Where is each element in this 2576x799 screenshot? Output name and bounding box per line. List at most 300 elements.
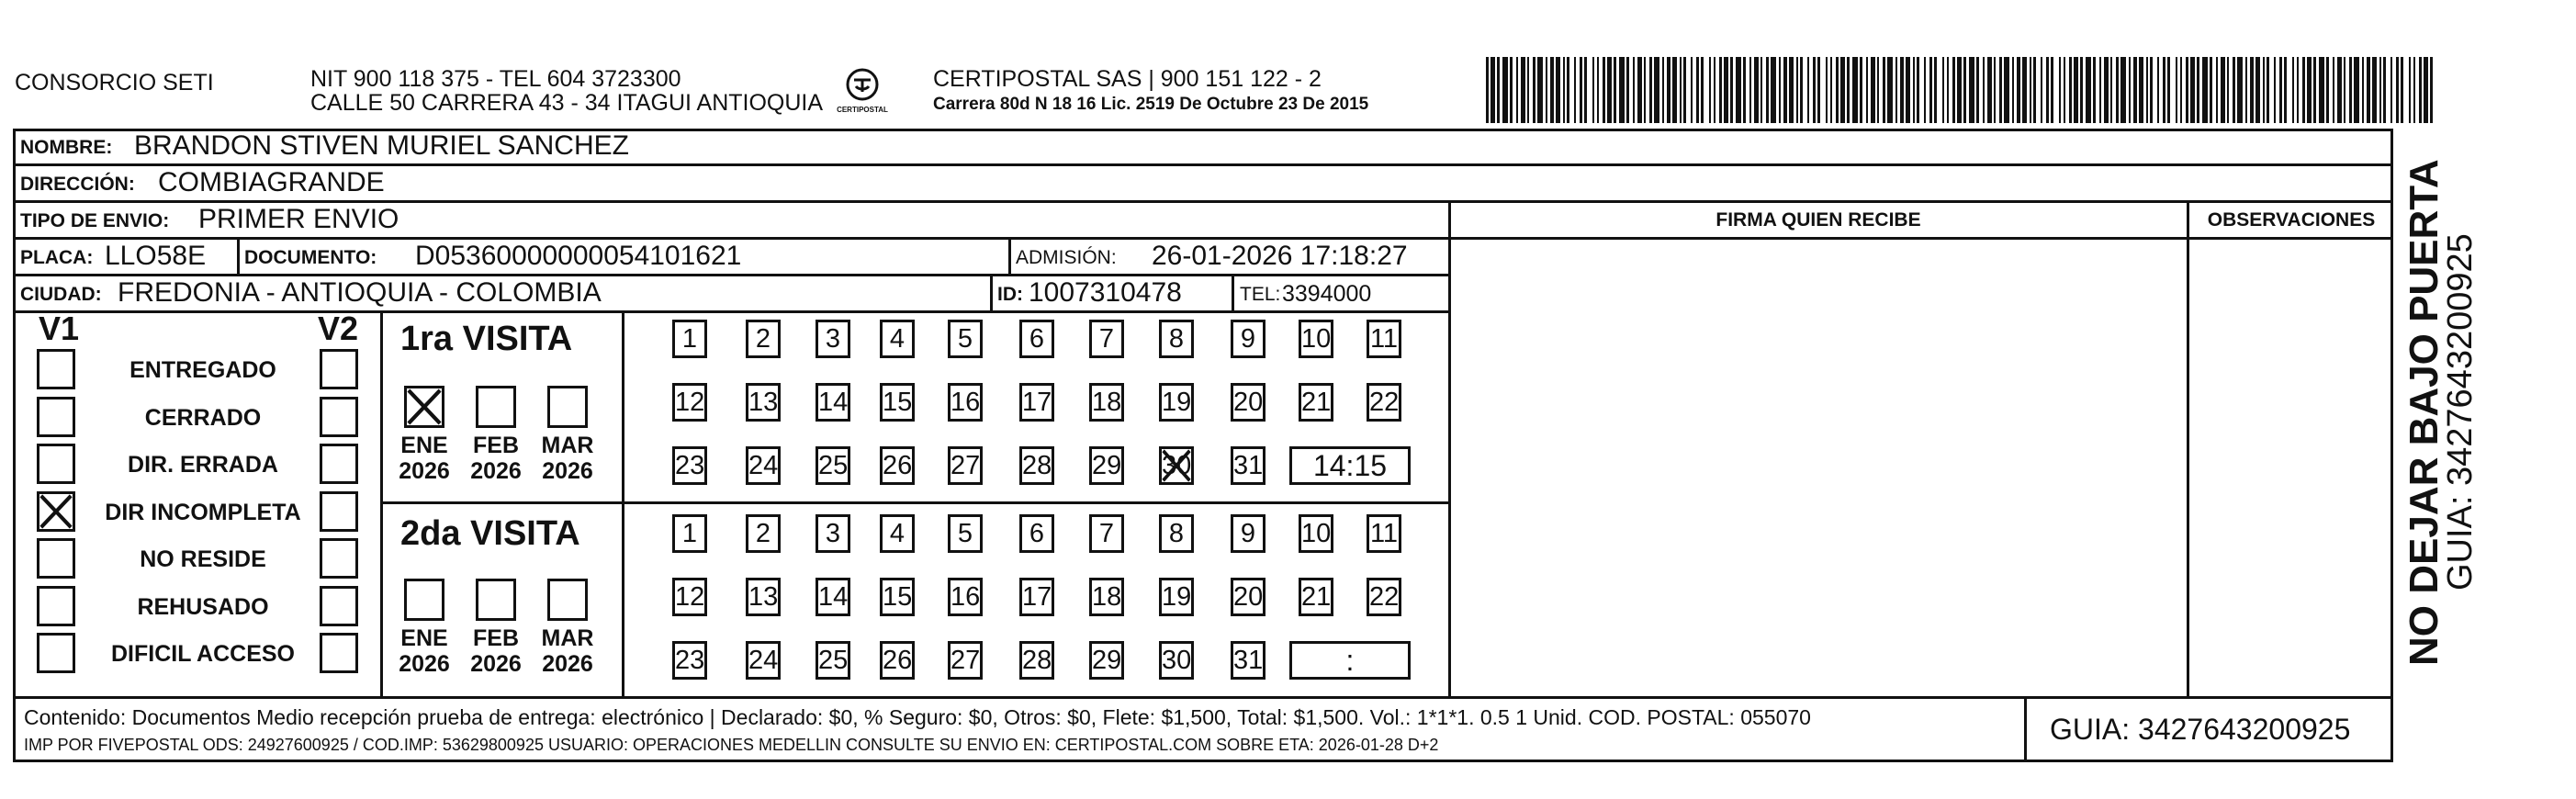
barcode-bar <box>1502 57 1508 123</box>
barcode-bar <box>1614 57 1616 123</box>
barcode-bar <box>1942 57 1944 123</box>
day-box[interactable]: 30 <box>1159 446 1194 485</box>
month-year: 2026 <box>542 458 593 484</box>
barcode-bar <box>1969 57 1974 123</box>
second-visit-title: 2da VISITA <box>400 514 580 553</box>
footer-guia: GUIA: 3427643200925 <box>2050 713 2351 746</box>
v2-checkbox[interactable] <box>320 444 358 484</box>
documento-value: D05360000000054101621 <box>415 241 742 271</box>
barcode-bar <box>1836 57 1839 123</box>
barcode-bar <box>2297 57 2299 123</box>
barcode-bar <box>1637 57 1642 123</box>
day-box[interactable]: 5 <box>948 320 983 358</box>
barcode-bar <box>1680 57 1682 123</box>
barcode-bar <box>1644 57 1646 123</box>
barcode-bar <box>1546 57 1547 123</box>
barcode-bar <box>1929 57 1932 123</box>
barcode-bar <box>1607 57 1612 123</box>
day-box[interactable]: 25 <box>816 641 850 680</box>
barcode-bar <box>1924 57 1926 123</box>
barcode-bar <box>1957 57 1962 123</box>
day-box[interactable]: 27 <box>948 641 983 680</box>
barcode-bar <box>1633 57 1635 123</box>
barcode-bar <box>1486 57 1489 123</box>
v2-checkbox[interactable] <box>320 633 358 673</box>
month-label: FEB <box>473 433 519 458</box>
day-box[interactable]: 13 <box>746 383 781 422</box>
admision-value: 26-01-2026 17:18:27 <box>1152 241 1408 271</box>
barcode-bar <box>2202 57 2208 123</box>
certipostal-logo <box>834 66 891 119</box>
day-box[interactable]: 22 <box>1367 383 1401 422</box>
barcode-bar <box>2167 57 2170 123</box>
barcode-bar <box>1691 57 1693 123</box>
day-box[interactable]: 20 <box>1231 383 1266 422</box>
barcode-bar <box>1994 57 1996 123</box>
v1-checkbox[interactable] <box>37 397 75 437</box>
barcode-bar <box>1574 57 1576 123</box>
placa-label: PLACA: <box>20 247 94 268</box>
barcode-bar <box>2099 57 2101 123</box>
day-box[interactable]: 10 <box>1299 320 1333 358</box>
address-line: CALLE 50 CARRERA 43 - 34 ITAGUI ANTIOQUIA <box>310 90 824 116</box>
barcode-bar <box>2326 57 2329 123</box>
barcode-bar <box>1840 57 1845 123</box>
day-box[interactable]: 5 <box>948 514 983 553</box>
barcode-bar <box>2333 57 2334 123</box>
day-box[interactable]: 28 <box>1019 641 1054 680</box>
day-box[interactable]: 31 <box>1231 446 1266 485</box>
status-label: NO RESIDE <box>140 546 266 572</box>
barcode-bar <box>1817 57 1820 123</box>
month-checkbox[interactable] <box>547 579 588 621</box>
month-year: 2026 <box>470 458 522 484</box>
barcode-bar <box>1592 57 1594 123</box>
barcode-bar <box>1490 57 1495 123</box>
barcode-bar <box>1987 57 1992 123</box>
barcode-bar <box>1724 57 1728 123</box>
v2-checkbox[interactable] <box>320 397 358 437</box>
barcode-bar <box>2221 57 2225 123</box>
day-box[interactable]: 31 <box>1231 641 1266 680</box>
barcode-bar <box>1826 57 1828 123</box>
barcode-bar <box>1976 57 1979 123</box>
barcode-bar <box>2176 57 2177 123</box>
documento-label: DOCUMENTO: <box>244 247 377 268</box>
barcode-bar <box>2104 57 2109 123</box>
day-box[interactable]: 16 <box>948 383 983 422</box>
barcode-bar <box>2354 57 2359 123</box>
observaciones-label: OBSERVACIONES <box>2207 209 2376 231</box>
barcode-bar <box>1672 57 1677 123</box>
admision-label: ADMISIÓN: <box>1016 247 1117 268</box>
barcode-bar <box>1860 57 1862 123</box>
day-box[interactable]: 15 <box>880 383 915 422</box>
barcode-bar <box>2372 57 2377 123</box>
firma-label: FIRMA QUIEN RECIBE <box>1715 209 1921 231</box>
barcode-bar <box>1866 57 1868 123</box>
status-label: DIR INCOMPLETA <box>105 499 301 525</box>
day-box[interactable]: 19 <box>1159 578 1194 616</box>
barcode-bar <box>1917 57 1919 123</box>
day-box[interactable]: 9 <box>1231 320 1266 358</box>
barcode-bar <box>2379 57 2381 123</box>
month-label: MAR <box>541 625 594 651</box>
barcode-bar <box>1934 57 1937 123</box>
barcode-bar <box>1714 57 1715 123</box>
first-visit-title: 1ra VISITA <box>400 320 573 358</box>
id-value: 1007310478 <box>1029 277 1182 308</box>
barcode-bar <box>1597 57 1599 123</box>
day-box[interactable]: 2 <box>746 514 781 553</box>
v2-label: V2 <box>318 309 359 347</box>
barcode-bar <box>2051 57 2053 123</box>
barcode-bar <box>1766 57 1769 123</box>
barcode-bar <box>2150 57 2153 123</box>
barcode-bar <box>1900 57 1904 123</box>
barcode-bar <box>2017 57 2020 123</box>
barcode-bar <box>1754 57 1759 123</box>
barcode-bar <box>2046 57 2049 123</box>
barcode-bar <box>2302 57 2305 123</box>
barcode-bar <box>2344 57 2345 123</box>
barcode-bar <box>1999 57 2002 123</box>
barcode-bar <box>1683 57 1686 123</box>
status-label: DIR. ERRADA <box>128 452 278 478</box>
barcode-bar <box>1871 57 1875 123</box>
nombre-value: BRANDON STIVEN MURIEL SANCHEZ <box>134 130 629 161</box>
barcode-bar <box>2210 57 2212 123</box>
status-label: DIFICIL ACCESO <box>110 641 295 667</box>
barcode-bar <box>1771 57 1776 123</box>
day-box[interactable]: 18 <box>1089 383 1124 422</box>
v1-checkbox[interactable] <box>37 444 75 484</box>
side-warning: NO DEJAR BAJO PUERTA <box>2402 159 2447 666</box>
barcode-bar <box>2004 57 2009 123</box>
barcode-bar <box>2216 57 2218 123</box>
month-year: 2026 <box>542 651 593 677</box>
barcode-bar <box>2383 57 2386 123</box>
v2-checkbox[interactable] <box>320 349 358 389</box>
month-label: ENE <box>400 625 448 651</box>
company-name: CONSORCIO SETI <box>15 70 214 96</box>
nit-line: NIT 900 118 375 - TEL 604 3723300 <box>310 66 681 92</box>
barcode-bar <box>1662 57 1664 123</box>
month-checkbox[interactable] <box>404 579 444 621</box>
barcode-bar <box>1887 57 1893 123</box>
barcode-bar <box>1603 57 1605 123</box>
month-checkbox[interactable] <box>404 386 444 428</box>
barcode-bar <box>1584 57 1587 123</box>
barcode-bar <box>1852 57 1858 123</box>
barcode-bar <box>2401 57 2403 123</box>
v2-checkbox[interactable] <box>320 538 358 579</box>
barcode-bar <box>2284 57 2287 123</box>
v2-checkbox[interactable] <box>320 586 358 626</box>
day-box[interactable]: 7 <box>1089 514 1124 553</box>
day-box[interactable]: 2 <box>746 320 781 358</box>
day-box[interactable]: 15 <box>880 578 915 616</box>
barcode-bar <box>2227 57 2229 123</box>
barcode-bar <box>2064 57 2065 123</box>
barcode-bar <box>1877 57 1879 123</box>
barcode-bar <box>1800 57 1803 123</box>
day-box[interactable]: 1 <box>672 320 707 358</box>
day-box[interactable]: 29 <box>1089 446 1124 485</box>
barcode <box>1486 57 2435 123</box>
day-box[interactable]: 29 <box>1089 641 1124 680</box>
barcode-bar <box>2279 57 2282 123</box>
barcode-bar <box>1730 57 1733 123</box>
day-box[interactable]: 8 <box>1159 320 1194 358</box>
ciudad-value: FREDONIA - ANTIOQUIA - COLOMBIA <box>118 277 602 308</box>
day-box[interactable]: 4 <box>880 320 915 358</box>
barcode-bar <box>2163 57 2165 123</box>
placa-value: LLO58E <box>105 241 207 271</box>
day-box[interactable]: 17 <box>1019 383 1054 422</box>
barcode-bar <box>1760 57 1762 123</box>
barcode-bar <box>1743 57 1746 123</box>
barcode-bar <box>1947 57 1949 123</box>
barcode-bar <box>1563 57 1565 123</box>
time-box[interactable]: : <box>1289 641 1411 680</box>
barcode-bar <box>1649 57 1652 123</box>
barcode-bar <box>2180 57 2182 123</box>
barcode-bar <box>2362 57 2364 123</box>
barcode-bar <box>1796 57 1798 123</box>
tel-value: 3394000 <box>1282 281 1372 307</box>
barcode-bar <box>2263 57 2265 123</box>
barcode-bar <box>2129 57 2131 123</box>
v1-checkbox[interactable] <box>37 633 75 673</box>
barcode-bar <box>1906 57 1910 123</box>
barcode-bar <box>1521 57 1525 123</box>
status-label: CERRADO <box>144 404 262 431</box>
barcode-bar <box>1719 57 1722 123</box>
v1-checkbox[interactable] <box>37 586 75 626</box>
day-box[interactable]: 6 <box>1019 320 1054 358</box>
barcode-bar <box>2237 57 2243 123</box>
day-box[interactable]: 14 <box>816 578 850 616</box>
v1-checkbox[interactable] <box>37 491 75 532</box>
day-box[interactable]: 18 <box>1089 578 1124 616</box>
barcode-bar <box>1626 57 1629 123</box>
barcode-bar <box>1556 57 1560 123</box>
day-box[interactable]: 30 <box>1159 641 1194 680</box>
footer-print-line: IMP POR FIVEPOSTAL ODS: 24927600925 / COD.IMP: 53629800925 USUARIO: OPERACIONES MEDELLIN CONSULTE SU ENVIO EN: CERTIPOSTAL.COM SOBRE ETA: 2026-01-28 D+2 <box>24 736 1439 754</box>
barcode-bar <box>1619 57 1625 123</box>
month-checkbox[interactable] <box>476 386 516 428</box>
logo-text: CERTIPOSTAL <box>837 106 888 114</box>
footer-content-line: Contenido: Documentos Medio recepción prueba de entrega: electrónico | Declarado: $0, % Seguro: $0, Otros: $0, Flete: $1,500, Total: $1,500. Vol.: 1*1*1. 0.5 1 Unid. COD. POSTAL: 055070 <box>24 705 1811 729</box>
day-box[interactable]: 11 <box>1367 320 1401 358</box>
barcode-bar <box>2307 57 2312 123</box>
barcode-bar <box>1567 57 1569 123</box>
day-box[interactable]: 19 <box>1159 383 1194 422</box>
barcode-bar <box>2041 57 2042 123</box>
barcode-bar <box>2033 57 2036 123</box>
barcode-bar <box>1913 57 1915 123</box>
barcode-bar <box>1709 57 1711 123</box>
day-box[interactable]: 26 <box>880 446 915 485</box>
ciudad-label: CIUDAD: <box>20 284 102 305</box>
nombre-label: NOMBRE: <box>20 137 113 158</box>
certipostal-line1: CERTIPOSTAL SAS | 900 151 122 - 2 <box>933 66 1322 92</box>
day-box[interactable]: 12 <box>672 383 707 422</box>
barcode-bar <box>1736 57 1741 123</box>
barcode-bar <box>2313 57 2316 123</box>
v1-checkbox[interactable] <box>37 349 75 389</box>
day-box[interactable]: 27 <box>948 446 983 485</box>
side-guia: GUIA: 3427643200925 <box>2441 233 2480 591</box>
day-box[interactable]: 13 <box>746 578 781 616</box>
day-box[interactable]: 1 <box>672 514 707 553</box>
day-box[interactable]: 11 <box>1367 514 1401 553</box>
day-box[interactable]: 14 <box>816 383 850 422</box>
tel-label: TEL: <box>1240 284 1281 305</box>
day-box[interactable]: 3 <box>816 514 850 553</box>
v2-checkbox[interactable] <box>320 491 358 532</box>
day-box[interactable]: 28 <box>1019 446 1054 485</box>
day-box[interactable]: 12 <box>672 578 707 616</box>
day-box[interactable]: 17 <box>1019 578 1054 616</box>
barcode-bar <box>1883 57 1885 123</box>
barcode-bar <box>2413 57 2415 123</box>
barcode-bar <box>2197 57 2199 123</box>
day-box[interactable]: 10 <box>1299 514 1333 553</box>
barcode-bar <box>2274 57 2276 123</box>
barcode-bar <box>2116 57 2119 123</box>
day-box[interactable]: 16 <box>948 578 983 616</box>
barcode-bar <box>2419 57 2422 123</box>
barcode-bar <box>1701 57 1704 123</box>
barcode-bar <box>1654 57 1659 123</box>
status-label: ENTREGADO <box>129 357 276 383</box>
barcode-bar <box>2319 57 2324 123</box>
barcode-bar <box>2396 57 2399 123</box>
barcode-bar <box>1813 57 1816 123</box>
direccion-value: COMBIAGRANDE <box>158 167 385 197</box>
month-label: ENE <box>400 433 448 458</box>
barcode-bar <box>2430 57 2433 123</box>
status-label: REHUSADO <box>137 593 269 620</box>
day-box[interactable]: 9 <box>1231 514 1266 553</box>
barcode-bar <box>2157 57 2159 123</box>
month-year: 2026 <box>399 458 450 484</box>
barcode-bar <box>1983 57 1985 123</box>
barcode-bar <box>2190 57 2195 123</box>
day-box[interactable]: 8 <box>1159 514 1194 553</box>
barcode-bar <box>1963 57 1966 123</box>
barcode-bar <box>1550 57 1554 123</box>
barcode-bar <box>1537 57 1543 123</box>
barcode-bar <box>1533 57 1535 123</box>
barcode-bar <box>1749 57 1751 123</box>
day-box[interactable]: 26 <box>880 641 915 680</box>
day-box[interactable]: 21 <box>1299 578 1333 616</box>
barcode-bar <box>1779 57 1781 123</box>
barcode-bar <box>2250 57 2254 123</box>
barcode-bar <box>1789 57 1794 123</box>
day-box[interactable]: 25 <box>816 446 850 485</box>
day-box[interactable]: 21 <box>1299 383 1333 422</box>
month-label: MAR <box>541 433 594 458</box>
month-checkbox[interactable] <box>547 386 588 428</box>
day-box[interactable]: 24 <box>746 641 781 680</box>
v1-checkbox[interactable] <box>37 538 75 579</box>
barcode-bar <box>1952 57 1955 123</box>
barcode-bar <box>2080 57 2083 123</box>
day-box[interactable]: 6 <box>1019 514 1054 553</box>
barcode-bar <box>2337 57 2342 123</box>
id-label: ID: <box>997 284 1023 305</box>
day-box[interactable]: 3 <box>816 320 850 358</box>
tipo-envio-label: TIPO DE ENVIO: <box>20 210 170 231</box>
month-label: FEB <box>473 625 519 651</box>
day-box[interactable]: 24 <box>746 446 781 485</box>
day-cross-mark <box>1162 449 1191 482</box>
barcode-bar <box>2367 57 2370 123</box>
barcode-bar <box>1580 57 1582 123</box>
month-checkbox[interactable] <box>476 579 516 621</box>
barcode-bar <box>1527 57 1529 123</box>
barcode-bar <box>1497 57 1500 123</box>
barcode-bar <box>2424 57 2428 123</box>
barcode-bar <box>2120 57 2126 123</box>
barcode-bar <box>1783 57 1787 123</box>
barcode-bar <box>2093 57 2096 123</box>
barcode-bar <box>2233 57 2235 123</box>
month-year: 2026 <box>470 651 522 677</box>
day-box[interactable]: 22 <box>1367 578 1401 616</box>
barcode-bar <box>1830 57 1832 123</box>
barcode-bar <box>2186 57 2188 123</box>
barcode-bar <box>2110 57 2112 123</box>
day-box[interactable]: 23 <box>672 641 707 680</box>
certipostal-line2: Carrera 80d N 18 16 Lic. 2519 De Octubre 23 De 2015 <box>933 95 1369 114</box>
barcode-bar <box>2245 57 2247 123</box>
barcode-bar <box>1696 57 1699 123</box>
barcode-bar <box>2390 57 2392 123</box>
barcode-bar <box>2074 57 2078 123</box>
barcode-bar <box>2022 57 2027 123</box>
barcode-bar <box>2146 57 2148 123</box>
barcode-bar <box>2086 57 2091 123</box>
day-box[interactable]: 7 <box>1089 320 1124 358</box>
barcode-bar <box>1807 57 1809 123</box>
direccion-label: DIRECCIÓN: <box>20 174 135 195</box>
barcode-bar <box>2030 57 2031 123</box>
barcode-bar <box>1510 57 1513 123</box>
barcode-bar <box>2139 57 2143 123</box>
barcode-bar <box>2012 57 2014 123</box>
day-box[interactable]: 4 <box>880 514 915 553</box>
barcode-bar <box>2349 57 2352 123</box>
barcode-bar <box>2059 57 2061 123</box>
barcode-bar <box>2409 57 2411 123</box>
barcode-bar <box>1847 57 1850 123</box>
barcode-bar <box>1895 57 1897 123</box>
time-box[interactable]: 14:15 <box>1289 446 1411 485</box>
barcode-bar <box>2133 57 2137 123</box>
day-box[interactable]: 20 <box>1231 578 1266 616</box>
barcode-bar <box>2267 57 2269 123</box>
barcode-bar <box>1667 57 1670 123</box>
month-year: 2026 <box>399 651 450 677</box>
barcode-bar <box>2255 57 2260 123</box>
day-box[interactable]: 23 <box>672 446 707 485</box>
barcode-bar <box>2292 57 2294 123</box>
